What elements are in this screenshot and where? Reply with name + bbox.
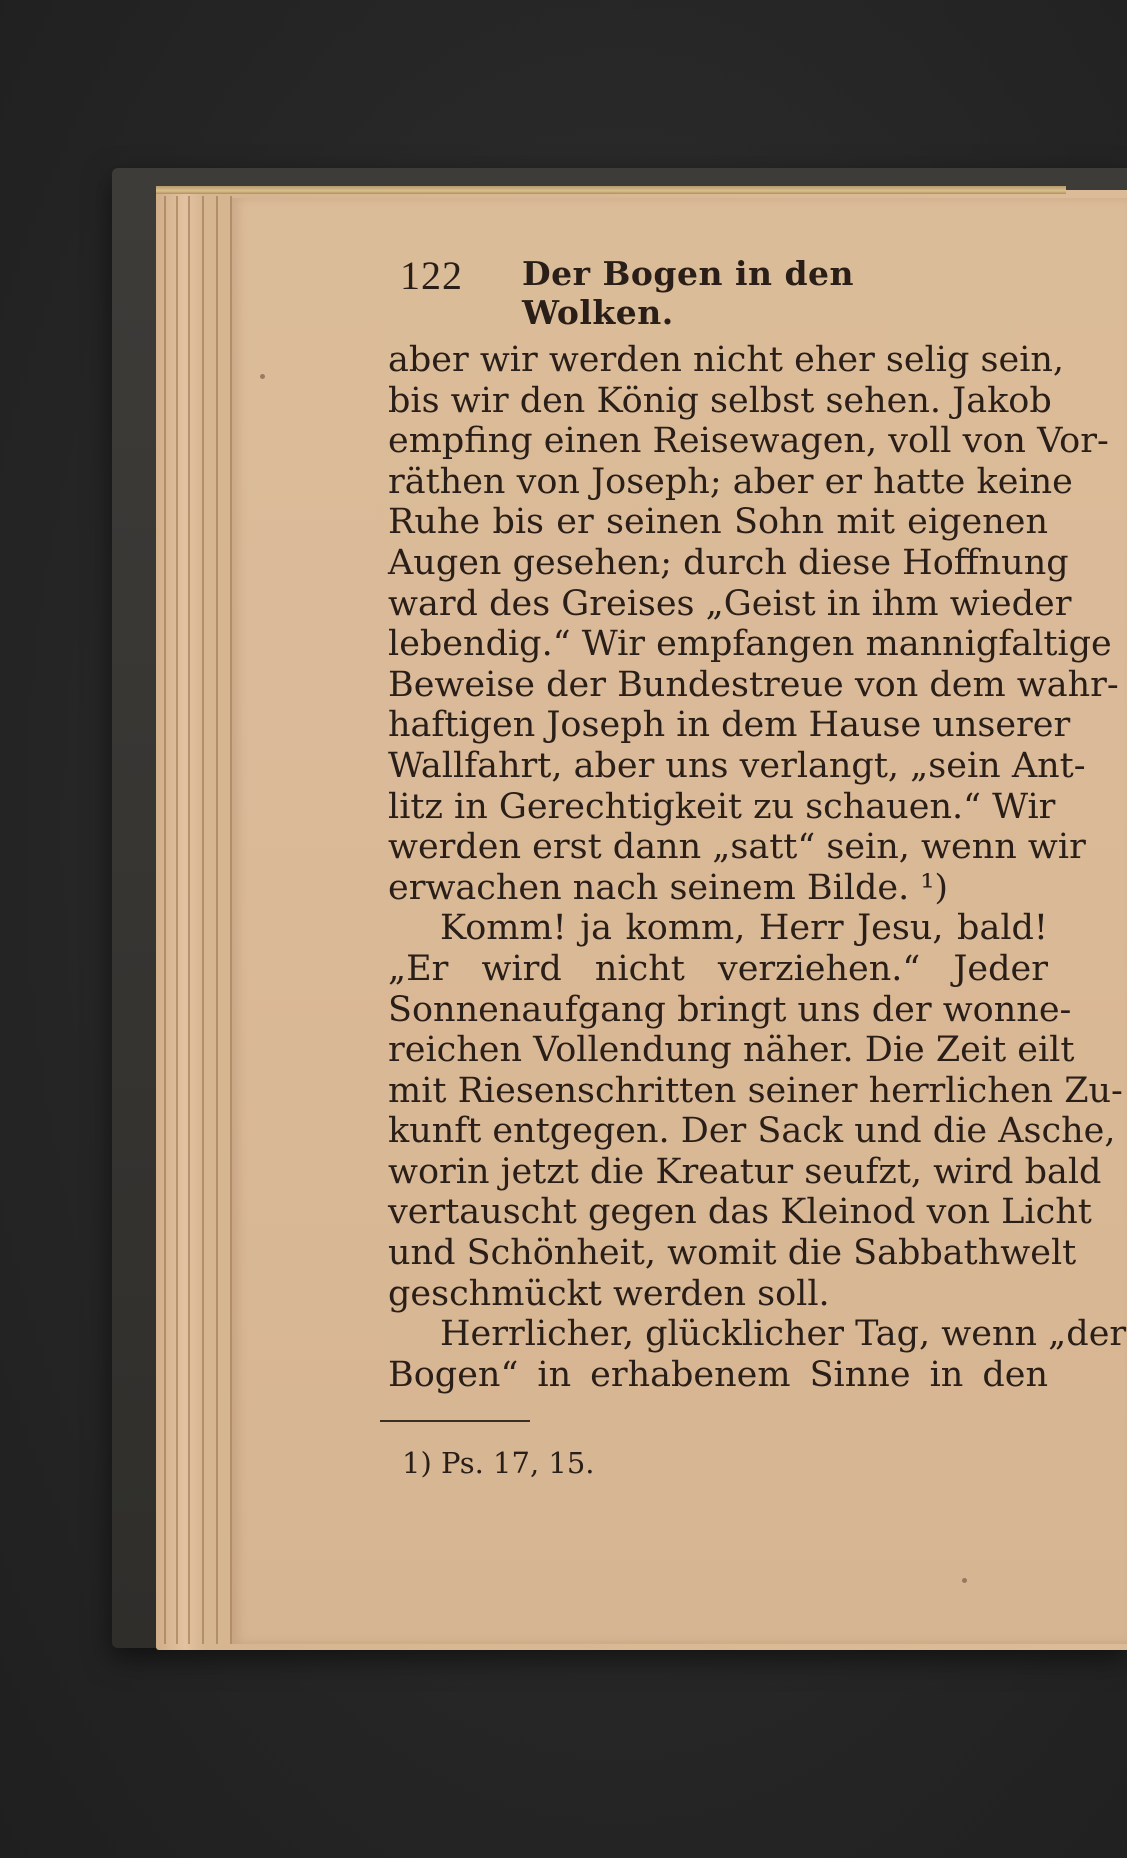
text-line: lebendig.“ Wir empfangen mannigfaltige [388, 624, 1112, 665]
text-line: Beweise der Bundestreue von dem wahr- [388, 664, 1119, 705]
page-edges [158, 196, 240, 1644]
text-line: Augen gesehen; durch diese Hoffnung [388, 542, 1069, 583]
footnote-rule [380, 1420, 530, 1422]
gilt-edge [156, 186, 1066, 194]
text-line: litz in Gerechtigkeit zu schauen.“ Wir [388, 786, 1056, 827]
text-line: werden erst dann „satt“ sein, wenn wir [388, 827, 1086, 868]
text-line: Herrlicher, glücklicher Tag, wenn „der [440, 1314, 1127, 1355]
text-line: und Schönheit, womit die Sabbathwelt [388, 1233, 1077, 1274]
running-title: Der Bogen in den Wolken. [522, 254, 855, 332]
page-header [400, 252, 940, 332]
text-line: „Er wird nicht verziehen.“ Jeder [388, 948, 1048, 989]
text-line: erwachen nach seinem Bilde. ¹) [388, 867, 949, 908]
text-line: reichen Vollendung näher. Die Zeit eilt [388, 1030, 1075, 1071]
text-line: Ruhe bis er seinen Sohn mit eigenen [388, 502, 1048, 543]
text-line: haftigen Joseph in dem Hause unserer [388, 705, 1071, 746]
text-line: geschmückt werden soll. [388, 1273, 830, 1314]
text-line: mit Riesenschritten seiner herrlichen Zu- [388, 1070, 1123, 1111]
text-line: räthen von Joseph; aber er hatte keine [388, 461, 1073, 502]
text-line: Wallfahrt, aber uns verlangt, „sein Ant- [388, 745, 1086, 786]
text-line: kunft entgegen. Der Sack und die Asche, [388, 1111, 1116, 1152]
text-line: bis wir den König selbst sehen. Jakob [388, 380, 1052, 421]
footnote-marker: 1) [402, 1446, 432, 1480]
body-text [388, 340, 1127, 1395]
text-line: aber wir werden nicht eher selig sein, [388, 340, 1065, 380]
footnote-text: Ps. 17, 15. [440, 1446, 595, 1480]
page-speck [962, 1578, 967, 1583]
footnote [402, 1446, 595, 1480]
text-line: worin jetzt die Kreatur seufzt, wird bald [388, 1151, 1102, 1192]
text-line: vertauscht gegen das Kleinod von Licht [388, 1192, 1092, 1233]
page-speck [260, 374, 265, 379]
text-line: ward des Greises „Geist in ihm wieder [388, 583, 1072, 624]
text-line: empfing einen Reisewagen, voll von Vor- [388, 421, 1109, 462]
text-line: Bogen“ in erhabenem Sinne in den [388, 1354, 1048, 1395]
text-line: Komm! ja komm, Herr Jesu, bald! [440, 908, 1048, 949]
page-number: 122 [400, 253, 463, 298]
text-line: Sonnenaufgang bringt uns der wonne- [388, 989, 1072, 1030]
